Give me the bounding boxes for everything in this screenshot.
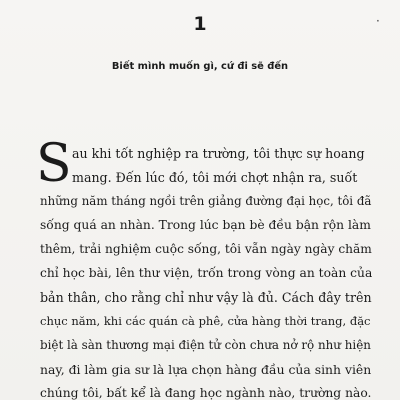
paragraph-line-11: chúng tôi, bất kể là đang học ngành nào, trường nào. bbox=[40, 386, 372, 400]
paragraph-line-7: bản thân, cho rằng chỉ như vậy là đủ. Cách đây trên bbox=[40, 290, 372, 305]
paragraph-line-4: sống quá an nhàn. Trong lúc bạn bè đều bận rộn làm bbox=[40, 218, 371, 232]
paragraph-line-8: chục năm, khi các quán cà phê, cửa hàng thời trang, đặc bbox=[40, 314, 371, 328]
paragraph-line-1: au khi tốt nghiệp ra trường, tôi thực sự hoang bbox=[72, 146, 365, 161]
chapter-title: Biết mình muốn gì, cứ đi sẽ đến bbox=[111, 61, 289, 72]
corner-mark: · bbox=[376, 14, 380, 28]
paragraph-line-3: những năm tháng ngồi trên giảng đường đại học, tôi đã bbox=[40, 194, 372, 208]
paragraph-line-5: thêm, trải nghiệm cuộc sống, tôi vẫn ngày ngày chăm bbox=[40, 242, 372, 256]
drop-cap: S bbox=[36, 134, 72, 194]
paragraph-line-9: biệt là sàn thương mại điện tử còn chưa nở rộ như hiện bbox=[40, 338, 371, 352]
chapter-number: 1 bbox=[193, 13, 207, 35]
paragraph-line-2: mang. Đến lúc đó, tôi mới chợt nhận ra, suốt bbox=[72, 170, 358, 185]
paragraph-line-6: chỉ học bài, lên thư viện, trốn trong vòng an toàn của bbox=[40, 266, 373, 280]
paragraph-line-10: nay, đi làm gia sư là lựa chọn hàng đầu của sinh viên bbox=[40, 362, 372, 377]
